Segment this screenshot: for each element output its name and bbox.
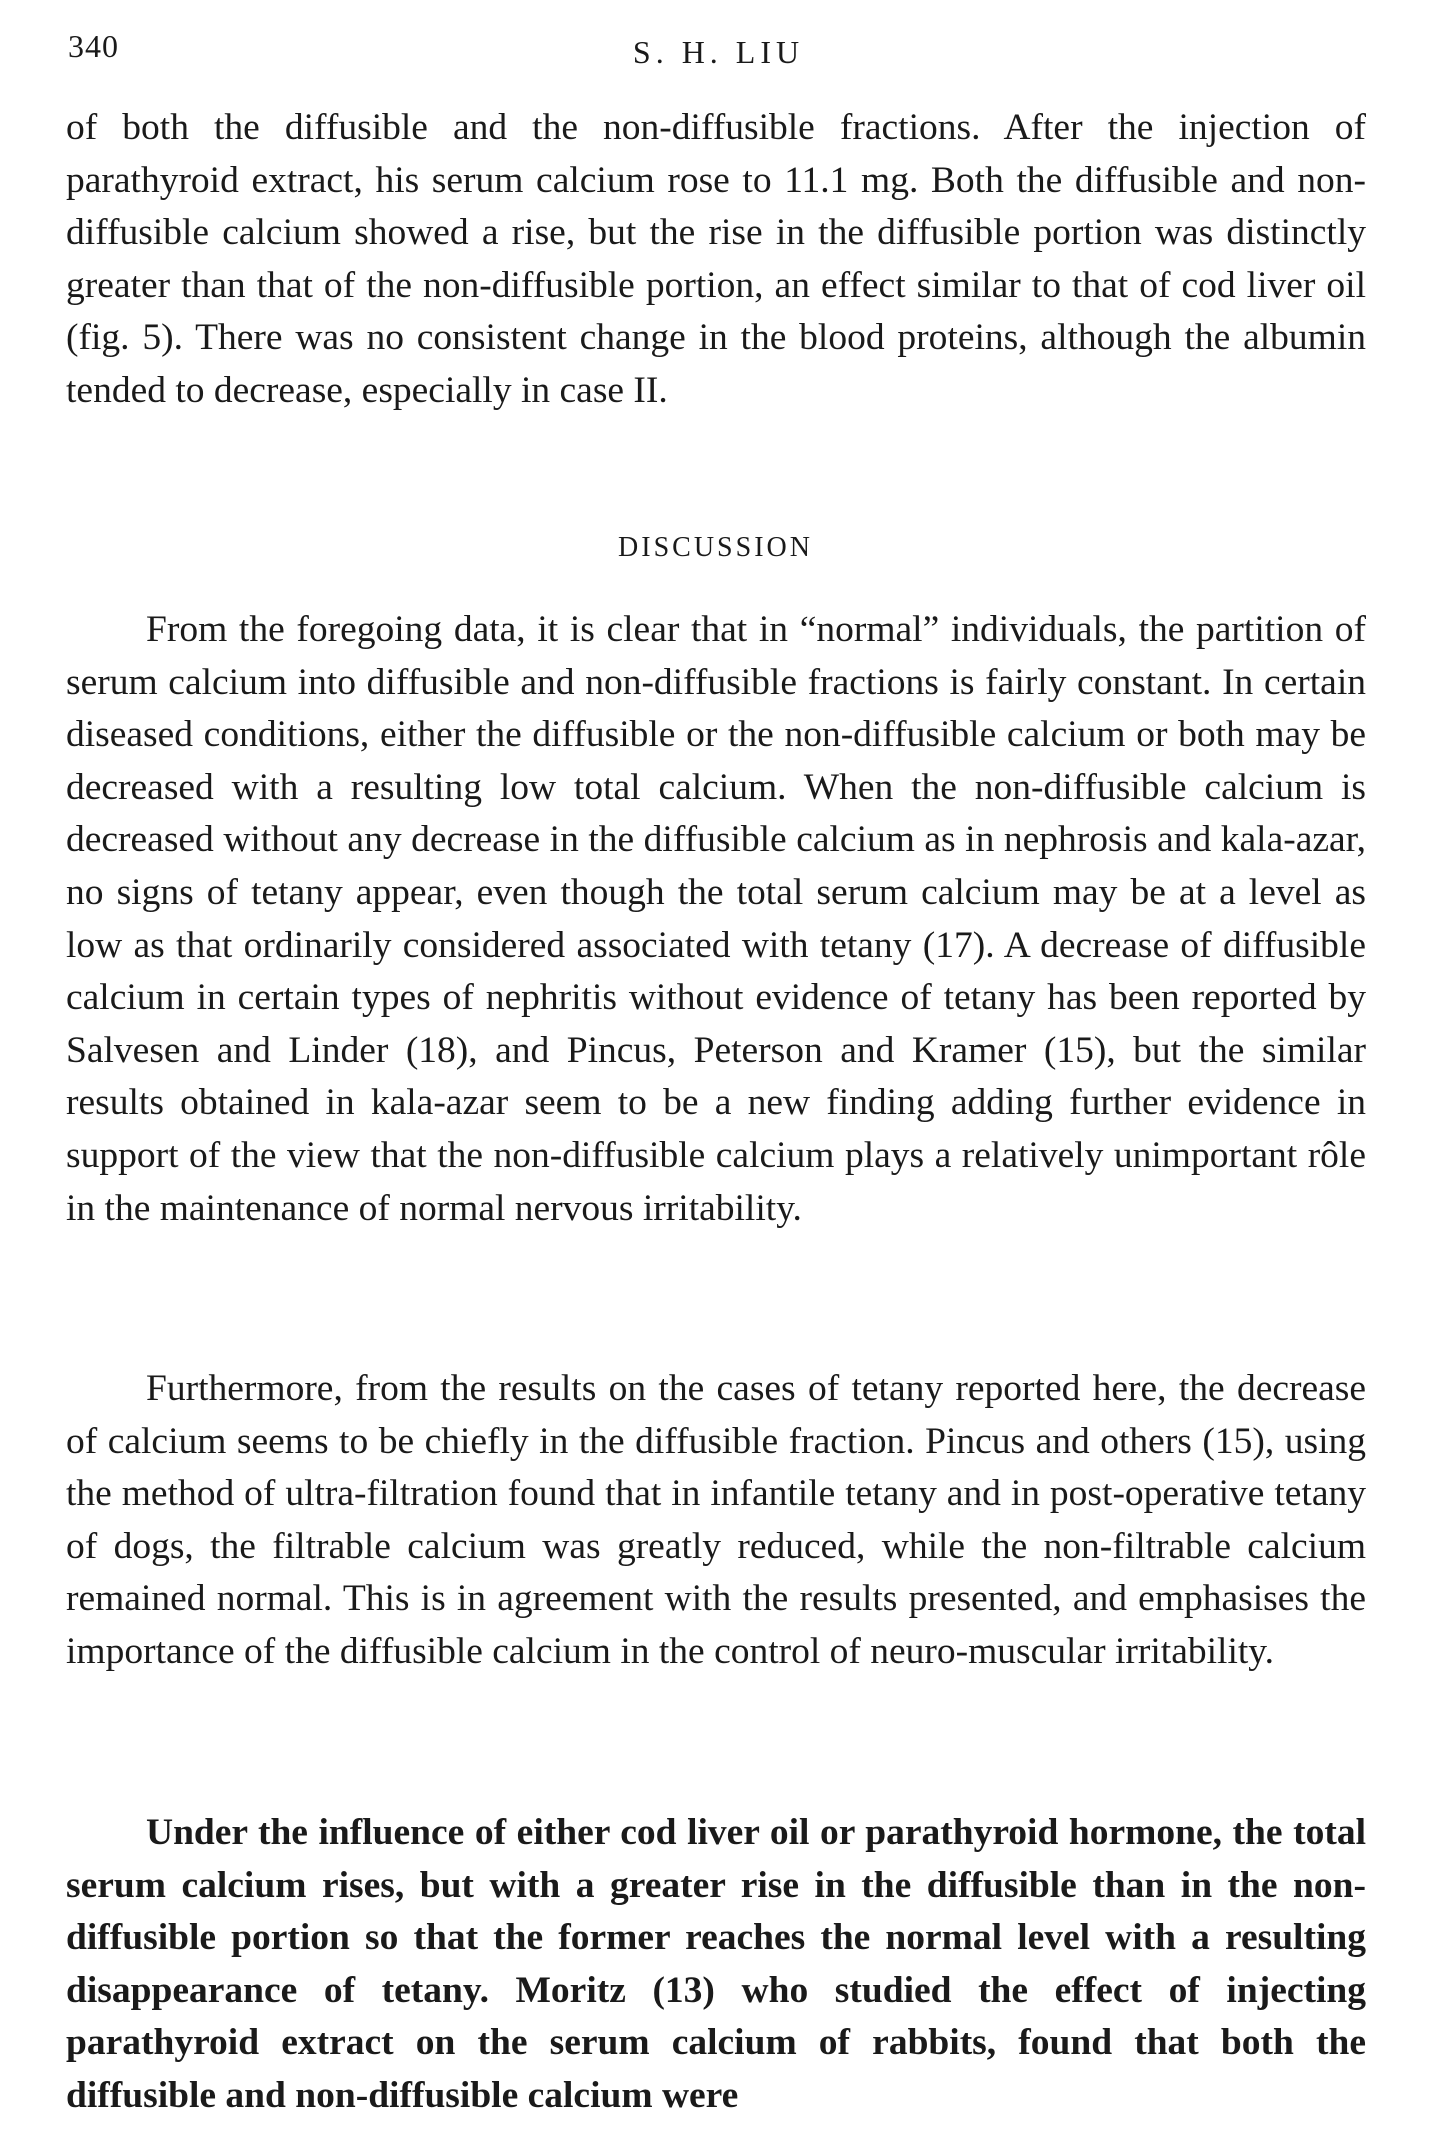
paragraph-text: Furthermore, from the results on the cases of tetany reported here, the decrease of calcium seems to be chiefly in the diffusible fraction. Pincus and others (15), using the method of ultra-filtration found that in infantile tetany and in post-operative tetany of dogs, the filtrable calcium was greatly reduced, while the non-filtrable calcium remained normal. This is in agreement with the results presented, and emphasises the importance of the diffusible calcium in the control of neuro-muscular irritability. (66, 1368, 1366, 1672)
discussion-paragraph-3 (66, 1807, 1366, 2123)
section-heading-discussion: DISCUSSION (618, 532, 813, 563)
page-header (68, 28, 1369, 78)
paragraph-text: Under the influence of either cod liver oil or parathyroid hormone, the total serum calcium rises, but with a greater rise in the diffusible than in the non-diffusible portion so that the former reaches the normal level with a resulting disappearance of tetany. Moritz (13) who studied the effect of injecting parathyroid extract on the serum calcium of rabbits, found that both the diffusible and non-diffusible calcium were (66, 1812, 1366, 2116)
running-head: S. H. LIU (632, 34, 805, 70)
paragraph-text: of both the diffusible and the non-diffusible fractions. After the injection of parathyroid extract, his serum calcium rose to 11.1 mg. Both the diffusible and non-diffusible calcium showed a rise, but the rise in the diffusible portion was distinctly greater than that of the non-diffusible portion, an effect similar to that of cod liver oil (fig. 5). There was no consistent change in the blood proteins, although the albumin tended to decrease, especially in case II. (66, 107, 1366, 411)
discussion-paragraph-2 (66, 1363, 1366, 1679)
continued-paragraph (66, 102, 1366, 418)
page-number: 340 (68, 28, 119, 64)
paragraph-text: From the foregoing data, it is clear that in “normal” individuals, the partition of serum calcium into diffusible and non-diffusible fractions is fairly constant. In certain diseased conditions, either the diffusible or the non-diffusible calcium or both may be decreased with a resulting low total calcium. When the non-diffusible calcium is decreased without any decrease in the diffusible calcium as in nephrosis and kala-azar, no signs of tetany appear, even though the total serum calcium may be at a level as low as that ordinarily considered associated with tetany (17). A decrease of diffusible calcium in certain types of nephritis without evidence of tetany has been reported by Salvesen and Linder (18), and Pincus, Peterson and Kramer (15), but the similar results obtained in kala-azar seem to be a new finding adding further evidence in support of the view that the non-diffusible calcium plays a relatively unimportant rôle in the maintenance of normal nervous irritability. (66, 609, 1366, 1229)
discussion-paragraph-1 (66, 604, 1366, 1235)
